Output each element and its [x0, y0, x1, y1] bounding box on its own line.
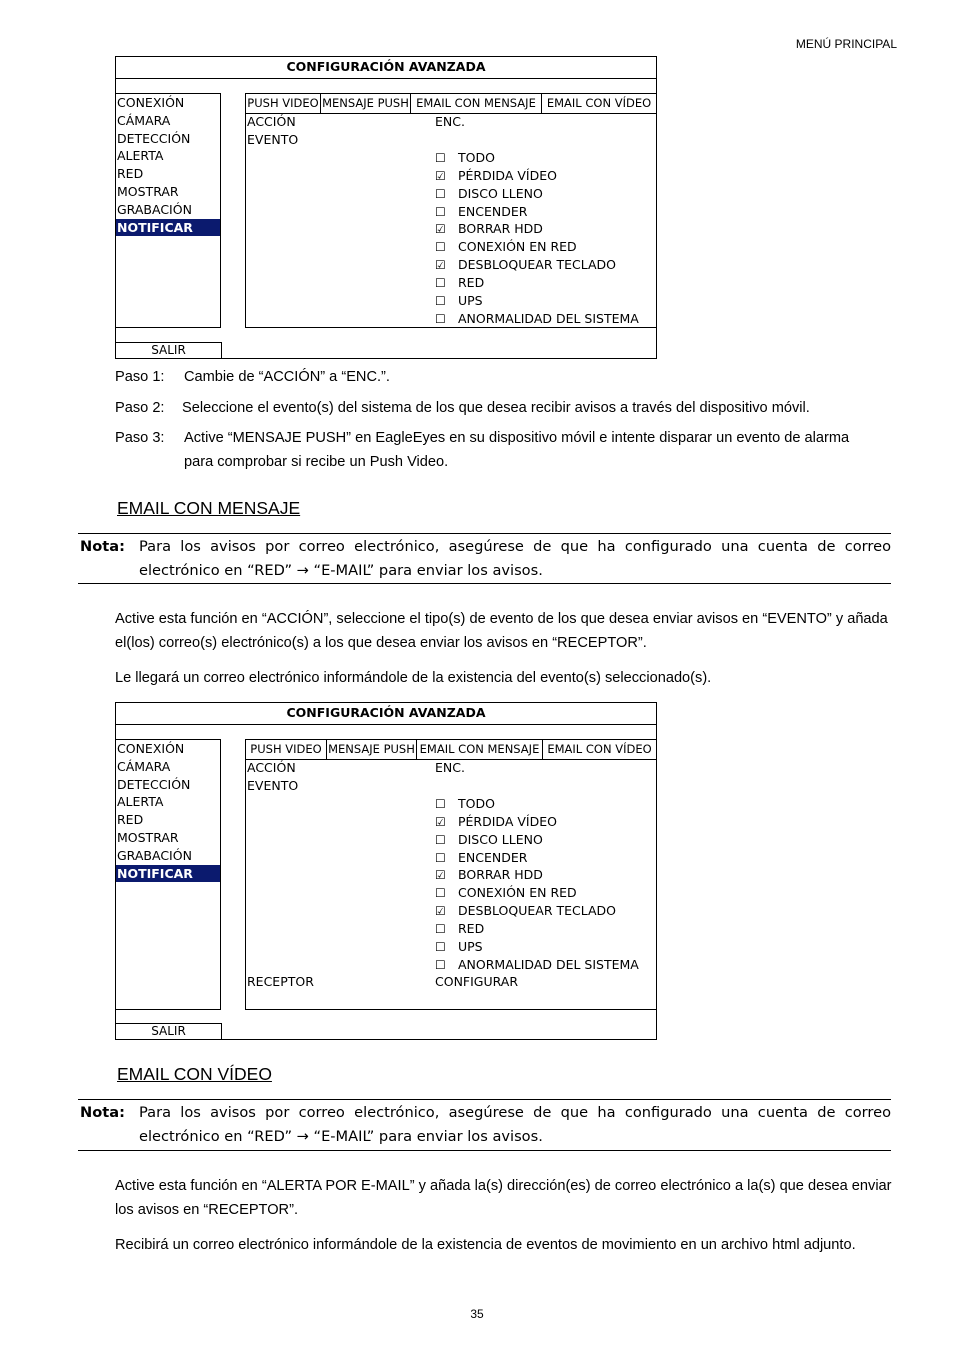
event-option[interactable]	[435, 938, 483, 956]
tab-push-video[interactable]: PUSH VIDEO	[246, 94, 321, 113]
tab-push-video[interactable]: PUSH VIDEO	[246, 740, 327, 759]
event-label: CONEXIÓN EN RED	[458, 885, 577, 901]
note-label: Nota:	[80, 538, 125, 555]
event-option[interactable]	[435, 956, 639, 974]
evento-label: EVENTO	[247, 778, 299, 793]
event-option[interactable]	[435, 813, 557, 831]
sidebar-item-red[interactable]: RED	[117, 812, 144, 828]
evento-label: EVENTO	[247, 132, 299, 147]
event-label: TODO	[458, 796, 495, 811]
note-box	[78, 533, 891, 584]
sidebar-item-mostrar[interactable]: MOSTRAR	[117, 183, 179, 199]
sidebar-menu	[116, 739, 221, 1010]
checkbox-empty-icon[interactable]: ☐	[435, 186, 446, 201]
accion-value[interactable]: ENC.	[435, 760, 465, 775]
event-option[interactable]	[435, 920, 484, 938]
checkbox-empty-icon[interactable]: ☐	[435, 832, 446, 847]
checkbox-checked-icon[interactable]: ☑	[435, 868, 446, 883]
step-text: Active “MENSAJE PUSH” en EagleEyes en su dispositivo móvil e intente disparar un evento de alarma para comprobar si recibe un Push Video.	[184, 430, 850, 470]
event-label: DISCO LLENO	[458, 185, 543, 201]
receptor-configure-button[interactable]: CONFIGURAR	[435, 974, 519, 989]
checkbox-checked-icon[interactable]: ☑	[435, 814, 446, 829]
tab-mensaje-push[interactable]: MENSAJE PUSH	[327, 740, 417, 759]
event-option[interactable]	[435, 149, 495, 167]
accion-label: ACCIÓN	[247, 760, 296, 775]
event-label: DESBLOQUEAR TECLADO	[458, 903, 617, 919]
event-option[interactable]	[435, 220, 543, 238]
sidebar-item-camara[interactable]: CÁMARA	[117, 112, 171, 128]
step-label: Paso 2:	[115, 400, 165, 416]
event-option[interactable]	[435, 292, 483, 310]
paragraph: Active esta función en “ALERTA POR E-MAIL” y añada la(s) dirección(es) de correo electrónico a la(s) que desea enviar los avisos en “RECEPTOR”.	[115, 1178, 892, 1218]
sidebar-item-alerta[interactable]: ALERTA	[117, 148, 164, 164]
tab-email-con-mensaje[interactable]: EMAIL CON MENSAJE	[411, 94, 542, 113]
event-label: ANORMALIDAD DEL SISTEMA	[458, 310, 639, 326]
step-text: Cambie de “ACCIÓN” a “ENC.”.	[184, 369, 390, 385]
paragraph: Active esta función en “ACCIÓN”, seleccione el tipo(s) de evento de los que desea enviar avisos en “EVENTO” y añada el(los) correo(s) electrónico(s) a los que desea enviar los avisos en “RECEPTOR”.	[115, 611, 888, 651]
section-heading-email-video: EMAIL CON VÍDEO	[117, 1064, 272, 1084]
tab-mensaje-push[interactable]: MENSAJE PUSH	[321, 94, 411, 113]
event-option[interactable]	[435, 167, 557, 185]
event-label: ANORMALIDAD DEL SISTEMA	[458, 956, 639, 972]
checkbox-empty-icon[interactable]: ☐	[435, 275, 446, 290]
event-label: ENCENDER	[458, 849, 528, 865]
event-option[interactable]	[435, 902, 616, 920]
accion-value[interactable]: ENC.	[435, 114, 465, 129]
sidebar-item-mostrar[interactable]: MOSTRAR	[117, 829, 179, 845]
settings-panel	[245, 739, 656, 1010]
event-label: RED	[458, 920, 485, 936]
sidebar-menu	[116, 93, 221, 328]
sidebar-item-conexion[interactable]: CONEXIÓN	[117, 95, 185, 110]
checkbox-empty-icon[interactable]: ☐	[435, 311, 446, 326]
checkbox-checked-icon[interactable]: ☑	[435, 168, 446, 183]
event-label: DISCO LLENO	[458, 831, 543, 847]
event-label: UPS	[458, 292, 483, 308]
event-label: UPS	[458, 938, 483, 954]
sidebar-item-notificar[interactable]: NOTIFICAR	[116, 219, 220, 237]
checkbox-empty-icon[interactable]: ☐	[435, 921, 446, 936]
step-text: Seleccione el evento(s) del sistema de los que desea recibir avisos a través del dispositivo móvil.	[182, 400, 810, 416]
section-heading-email-mensaje: EMAIL CON MENSAJE	[117, 498, 301, 518]
paragraph: Le llegará un correo electrónico informándole de la existencia del evento(s) seleccionado(s).	[115, 670, 712, 686]
sidebar-item-deteccion[interactable]: DETECCIÓN	[117, 776, 191, 792]
sidebar-item-alerta[interactable]: ALERTA	[117, 794, 164, 810]
settings-panel	[245, 93, 656, 328]
event-option[interactable]	[435, 849, 527, 867]
paragraph: Recibirá un correo electrónico informándole de la existencia de eventos de movimiento en un archivo html adjunto.	[115, 1237, 856, 1253]
event-label: CONEXIÓN EN RED	[458, 239, 577, 255]
sidebar-item-grabacion[interactable]: GRABACIÓN	[117, 847, 192, 863]
checkbox-checked-icon[interactable]: ☑	[435, 222, 446, 237]
exit-button[interactable]: SALIR	[116, 1023, 222, 1039]
checkbox-empty-icon[interactable]: ☐	[435, 151, 446, 165]
checkbox-empty-icon[interactable]: ☐	[435, 886, 446, 901]
sidebar-item-deteccion[interactable]: DETECCIÓN	[117, 130, 191, 146]
advanced-config-menu-push	[115, 56, 657, 359]
tab-bar	[246, 94, 656, 114]
exit-button[interactable]: SALIR	[116, 342, 222, 358]
advanced-config-menu-email	[115, 702, 657, 1040]
event-label: DESBLOQUEAR TECLADO	[458, 257, 617, 273]
event-option[interactable]	[435, 274, 484, 292]
tab-email-con-video[interactable]: EMAIL CON VÍDEO	[547, 742, 652, 756]
tab-email-con-video[interactable]: EMAIL CON VÍDEO	[546, 96, 652, 110]
checkbox-empty-icon[interactable]: ☐	[435, 957, 446, 972]
event-option[interactable]	[435, 795, 495, 813]
section-header: MENÚ PRINCIPAL	[795, 37, 897, 51]
note-text: Para los avisos por correo electrónico, asegúrese de que ha configurado una cuenta de correo electrónico en “RED” → “E-MAIL” para enviar los avisos.	[139, 538, 891, 579]
event-label: RED	[458, 274, 485, 290]
checkbox-empty-icon[interactable]: ☐	[435, 240, 446, 255]
sidebar-item-red[interactable]: RED	[117, 166, 144, 182]
event-label: PÉRDIDA VÍDEO	[458, 813, 557, 829]
checkbox-empty-icon[interactable]: ☐	[435, 939, 446, 954]
checkbox-empty-icon[interactable]: ☐	[435, 797, 446, 811]
note-box	[78, 1099, 891, 1151]
sidebar-item-grabacion[interactable]: GRABACIÓN	[117, 201, 192, 217]
event-option[interactable]	[435, 185, 543, 203]
event-option[interactable]	[435, 256, 616, 274]
step-label: Paso 1:	[115, 369, 165, 385]
tab-bar	[246, 740, 656, 760]
note-text: Para los avisos por correo electrónico, asegúrese de que ha configurado una cuenta de correo electrónico en “RED” → “E-MAIL” para enviar los avisos.	[139, 1104, 891, 1145]
event-option[interactable]	[435, 831, 543, 849]
sidebar-item-conexion[interactable]: CONEXIÓN	[117, 741, 185, 756]
event-option[interactable]	[435, 866, 543, 884]
step-label: Paso 3:	[115, 430, 165, 446]
receptor-label: RECEPTOR	[247, 974, 314, 989]
checkbox-empty-icon[interactable]: ☐	[435, 850, 446, 865]
sidebar-item-camara[interactable]: CÁMARA	[117, 758, 171, 774]
checkbox-checked-icon[interactable]: ☑	[435, 904, 446, 919]
event-label: PÉRDIDA VÍDEO	[458, 167, 557, 183]
sidebar-item-notificar[interactable]: NOTIFICAR	[116, 865, 220, 883]
checkbox-empty-icon[interactable]: ☐	[435, 204, 446, 219]
checkbox-checked-icon[interactable]: ☑	[435, 258, 446, 273]
menu-title: CONFIGURACIÓN AVANZADA	[116, 703, 656, 725]
accion-label: ACCIÓN	[247, 114, 296, 129]
tab-email-con-mensaje[interactable]: EMAIL CON MENSAJE	[417, 740, 543, 759]
event-label: TODO	[458, 150, 495, 165]
event-option[interactable]	[435, 203, 527, 221]
event-option[interactable]	[435, 884, 577, 902]
event-label: BORRAR HDD	[458, 221, 543, 237]
page-number: 35	[470, 1307, 484, 1321]
event-label: ENCENDER	[458, 203, 528, 219]
event-option[interactable]	[435, 310, 639, 328]
menu-title: CONFIGURACIÓN AVANZADA	[116, 57, 656, 79]
note-label: Nota:	[80, 1104, 125, 1121]
checkbox-empty-icon[interactable]: ☐	[435, 293, 446, 308]
event-label: BORRAR HDD	[458, 867, 543, 883]
event-option[interactable]	[435, 238, 577, 256]
